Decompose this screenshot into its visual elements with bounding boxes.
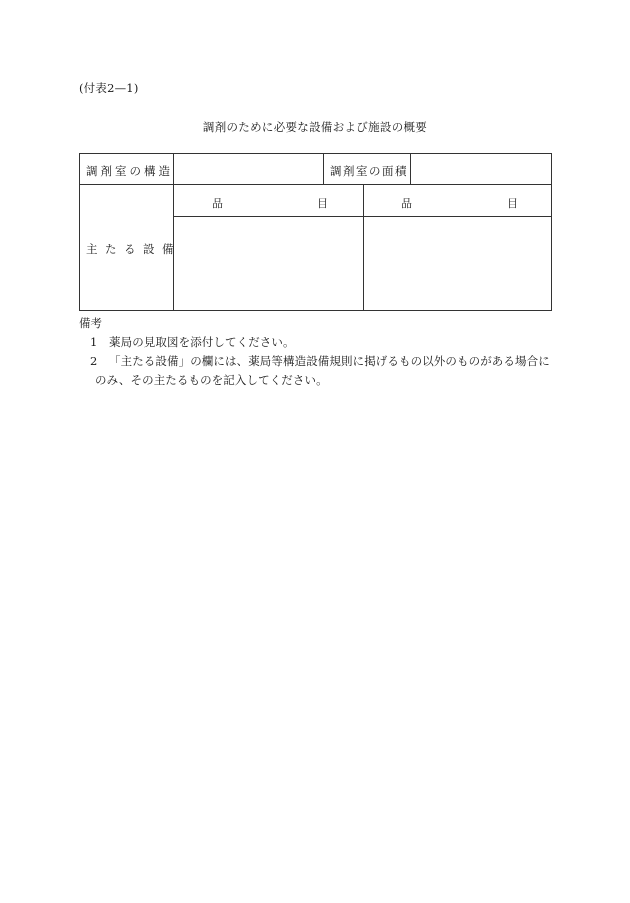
note-number: 1 xyxy=(90,335,98,349)
row-divider-1 xyxy=(80,184,551,185)
row1-value-divider xyxy=(410,154,411,184)
area-label: 調剤室の面積 xyxy=(330,164,408,178)
note-number: 2 xyxy=(90,354,98,368)
notes-heading: 備考 xyxy=(79,316,102,330)
left-item-char-2: 目 xyxy=(317,197,328,210)
left-items-area xyxy=(174,217,363,310)
note-item-2-continuation: のみ、その主たるものを記入してください。 xyxy=(95,373,328,387)
note-text: 薬局の見取図を添付してください。 xyxy=(109,335,295,349)
structure-value-cell xyxy=(180,163,320,177)
right-items-area xyxy=(364,217,551,310)
right-item-char-1: 品 xyxy=(401,197,412,210)
note-item-1 xyxy=(90,334,295,350)
note-text: 「主たる設備」の欄には、薬局等構造設備規則に掲げるもの以外のものがある場合に xyxy=(109,354,550,368)
row1-mid-divider xyxy=(323,154,324,184)
note-item-2 xyxy=(90,353,550,369)
structure-label: 調剤室の構造 xyxy=(86,164,173,178)
right-item-char-2: 目 xyxy=(507,197,518,210)
area-value-cell xyxy=(416,163,546,177)
left-item-char-1: 品 xyxy=(212,197,223,210)
main-equipment-label: 主たる設備 xyxy=(86,242,181,256)
equipment-form-table xyxy=(79,153,552,311)
form-reference-number: (付表2—1) xyxy=(79,81,139,95)
document-title: 調剤のために必要な設備および施設の概要 xyxy=(202,120,428,134)
